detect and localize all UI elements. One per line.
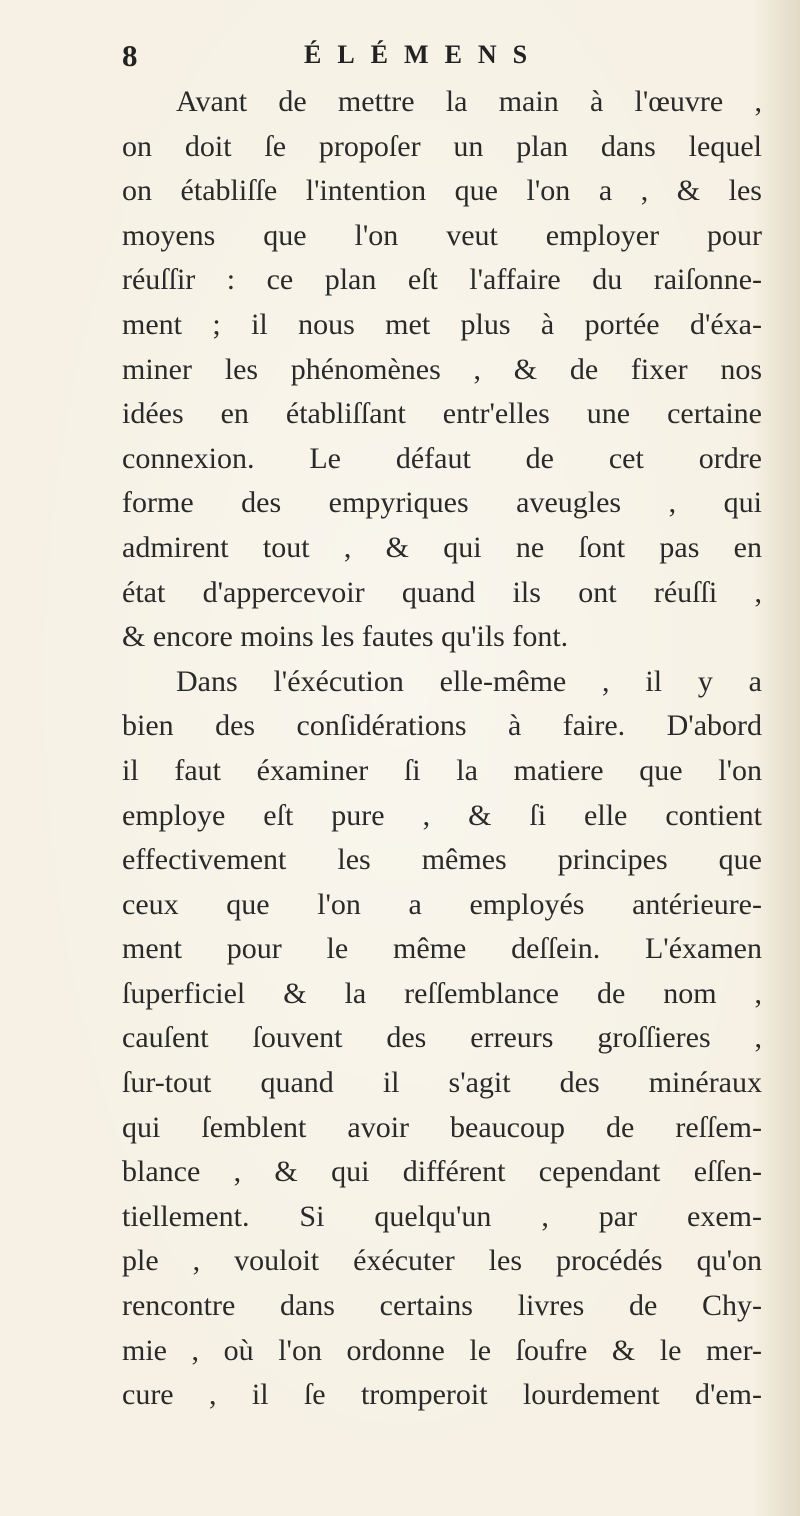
text-line: ſuperficiel & la reſſemblance de nom ,	[122, 976, 762, 1010]
running-head: ÉLÉMENS	[304, 40, 544, 69]
text-line: rencontre dans certains livres de Chy-	[122, 1289, 762, 1323]
text-line: Avant de mettre la main à l'œuvre ,	[176, 85, 762, 118]
text-line: ceux que l'on a employés antérieure-	[122, 887, 762, 921]
text-line: idées en établiſſant entr'elles une certaine	[122, 397, 762, 431]
text-line: cauſent ſouvent des erreurs groſſieres ,	[122, 1021, 762, 1055]
page-header	[122, 38, 762, 82]
text-line: qui ſemblent avoir beaucoup de reſſem-	[122, 1110, 762, 1144]
text-line: admirent tout , & qui ne ſont pas en	[122, 530, 762, 564]
text-line: état d'appercevoir quand ils ont réuſſi ,	[122, 575, 762, 609]
text-line: ple , vouloit éxécuter les procédés qu'on	[122, 1244, 762, 1278]
page-number: 8	[122, 38, 138, 73]
text-line: cure , il ſe tromperoit lourdement d'em-	[122, 1378, 762, 1412]
text-line: bien des conſidérations à faire. D'abord	[122, 709, 762, 743]
text-line: ſur-tout quand il s'agit des minéraux	[122, 1066, 762, 1100]
text-line: ment pour le même deſſein. L'éxamen	[122, 932, 762, 966]
text-line: on doit ſe propoſer un plan dans lequel	[122, 129, 762, 163]
body-text	[122, 80, 762, 1418]
text-line: on établiſſe l'intention que l'on a , & les	[122, 174, 762, 208]
text-line: ment ; il nous met plus à portée d'éxa-	[122, 307, 762, 341]
text-line: il faut éxaminer ſi la matiere que l'on	[122, 753, 762, 787]
text-line: effectivement les mêmes principes que	[122, 843, 762, 877]
text-line: blance , & qui différent cependant eſſen-	[122, 1155, 762, 1189]
text-line: réuſſir : ce plan eſt l'affaire du raiſonne-	[122, 263, 762, 297]
text-line: miner les phénomènes , & de fixer nos	[122, 352, 762, 386]
text-line: tiellement. Si quelqu'un , par exem-	[122, 1199, 762, 1233]
text-line: & encore moins les fautes qu'ils font.	[122, 620, 569, 654]
text-line: connexion. Le défaut de cet ordre	[122, 441, 762, 475]
text-line: Dans l'éxécution elle-même , il y a	[176, 664, 762, 698]
text-line: employe eſt pure , & ſi elle contient	[122, 798, 762, 832]
text-line: forme des empyriques aveugles , qui	[122, 486, 762, 520]
text-line: mie , où l'on ordonne le ſoufre & le mer-	[122, 1333, 762, 1367]
text-line: moyens que l'on veut employer pour	[122, 218, 762, 252]
